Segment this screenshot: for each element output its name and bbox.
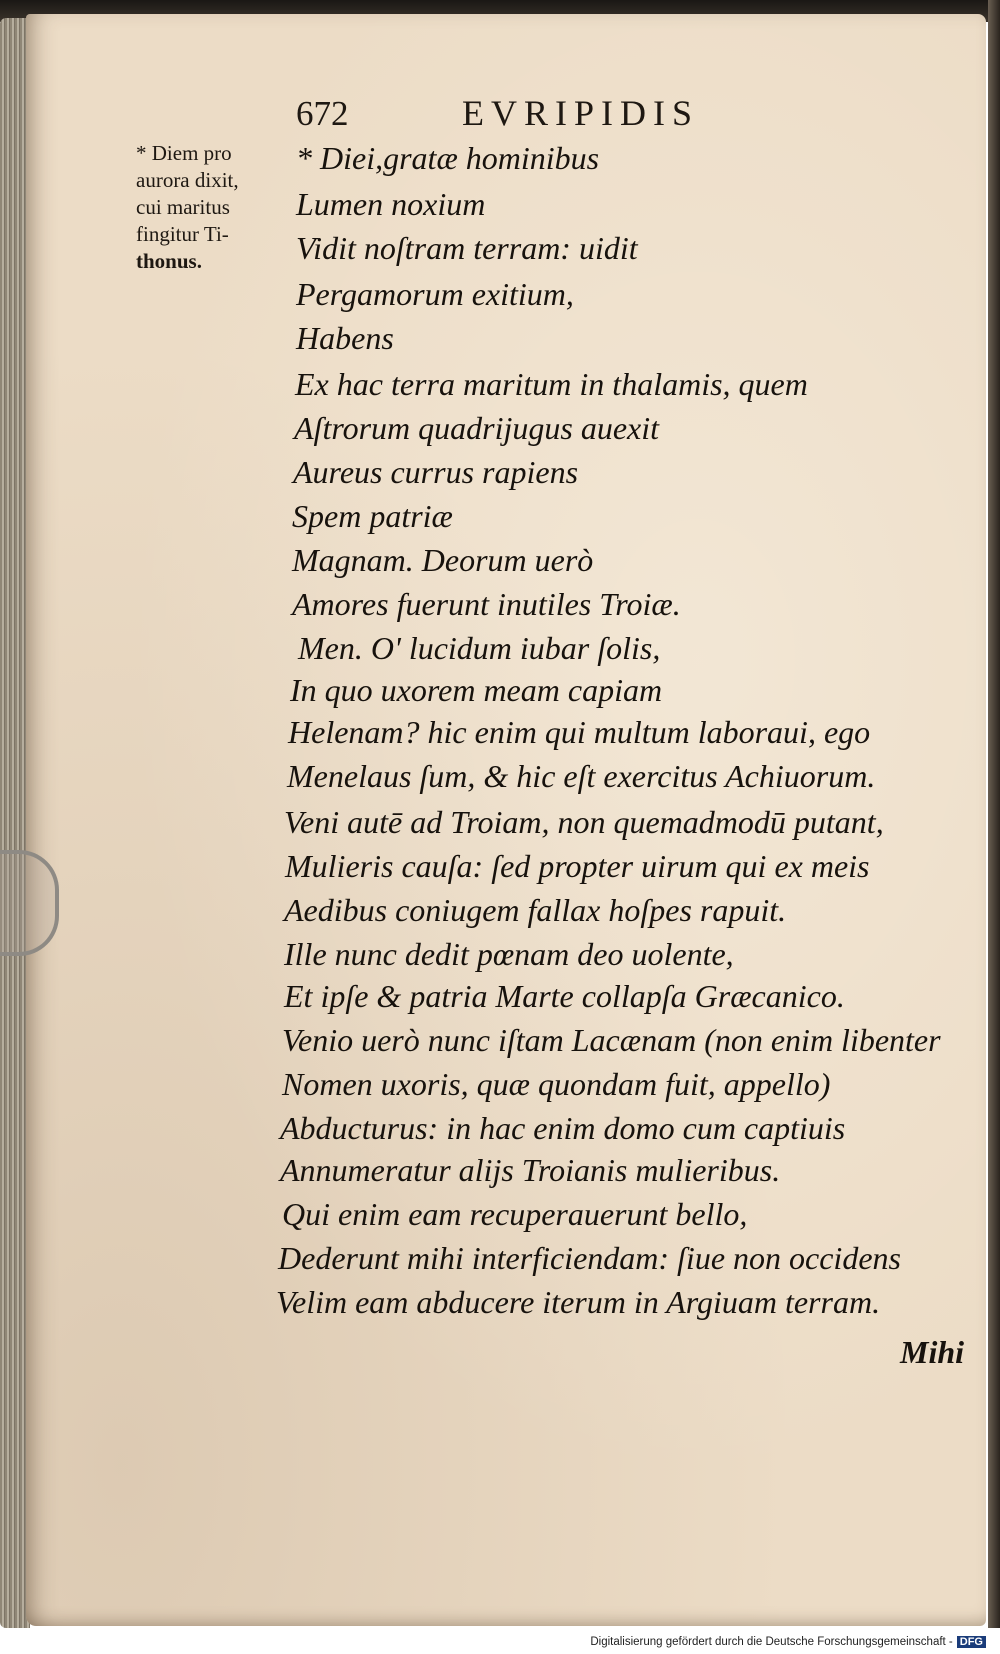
margin-note — [136, 140, 286, 275]
text-line: * Diei,gratæ hominibus — [296, 140, 600, 176]
margin-note-line: fingitur Ti- — [136, 222, 229, 246]
margin-note-line: aurora dixit, — [136, 168, 239, 192]
text-line: In quo uxorem meam capiam — [290, 672, 663, 708]
text-line: Dederunt mihi interficiendam: ſiue non occidens — [278, 1240, 901, 1276]
text-line: Aedibus coniugem fallax hoſpes rapuit. — [284, 892, 787, 928]
dfg-logo: DFG — [957, 1636, 986, 1648]
text-line: Nomen uxoris, quæ quondam fuit, appello) — [282, 1066, 831, 1102]
digitization-credit — [590, 1636, 986, 1648]
catchword: Mihi — [900, 1334, 965, 1370]
margin-note-line: cui maritus — [136, 195, 230, 219]
text-line: Magnam. Deorum uerò — [292, 542, 594, 578]
text-line: Vidit noſtram terram: uidit — [296, 230, 638, 266]
text-line: Menelaus ſum, & hic eſt exercitus Achiuorum. — [287, 758, 876, 794]
margin-note-line: * Diem pro — [136, 141, 232, 165]
text-line: Ille nunc dedit pœnam deo uolente, — [284, 936, 734, 972]
text-line: Aſtrorum quadrijugus auexit — [294, 410, 660, 446]
text-line: Pergamorum exitium, — [296, 276, 574, 312]
text-line: Veni autē ad Troiam, non quemadmodū putant, — [284, 804, 884, 840]
text-line: Amores fuerunt inutiles Troiæ. — [292, 586, 681, 622]
text-line: Mulieris cauſa: ſed propter uirum qui ex meis — [285, 848, 870, 884]
text-line: Habens — [296, 320, 394, 356]
text-line: Qui enim eam recuperauerunt bello, — [282, 1196, 748, 1232]
scan-right-edge — [988, 0, 1000, 1654]
text-line: Annumeratur alijs Troianis mulieribus. — [280, 1152, 781, 1188]
text-line: Velim eam abducere iterum in Argiuam terram. — [276, 1284, 881, 1320]
text-line: Aureus currus rapiens — [293, 454, 579, 490]
text-line: Ex hac terra maritum in thalamis, quem — [295, 366, 808, 402]
text-line: Spem patriæ — [292, 498, 453, 534]
text-line: Lumen noxium — [296, 186, 486, 222]
running-head: EVRIPIDIS — [462, 93, 700, 133]
page-number: 672 — [296, 94, 349, 133]
text-line: Helenam? hic enim qui multum laboraui, ego — [288, 714, 871, 750]
text-line: Et ipſe & patria Marte collapſa Græcanico. — [284, 978, 845, 1014]
digitization-credit-text: Digitalisierung gefördert durch die Deutsche Forschungsgemeinschaft - — [590, 1636, 953, 1648]
text-line: Venio uerò nunc iſtam Lacænam (non enim libenter — [282, 1022, 941, 1058]
page-clip — [0, 850, 59, 956]
text-line: Abducturus: in hac enim domo cum captiuis — [280, 1110, 846, 1146]
margin-note-line: thonus. — [136, 249, 202, 273]
text-line: Men. O' lucidum iubar ſolis, — [298, 630, 661, 666]
